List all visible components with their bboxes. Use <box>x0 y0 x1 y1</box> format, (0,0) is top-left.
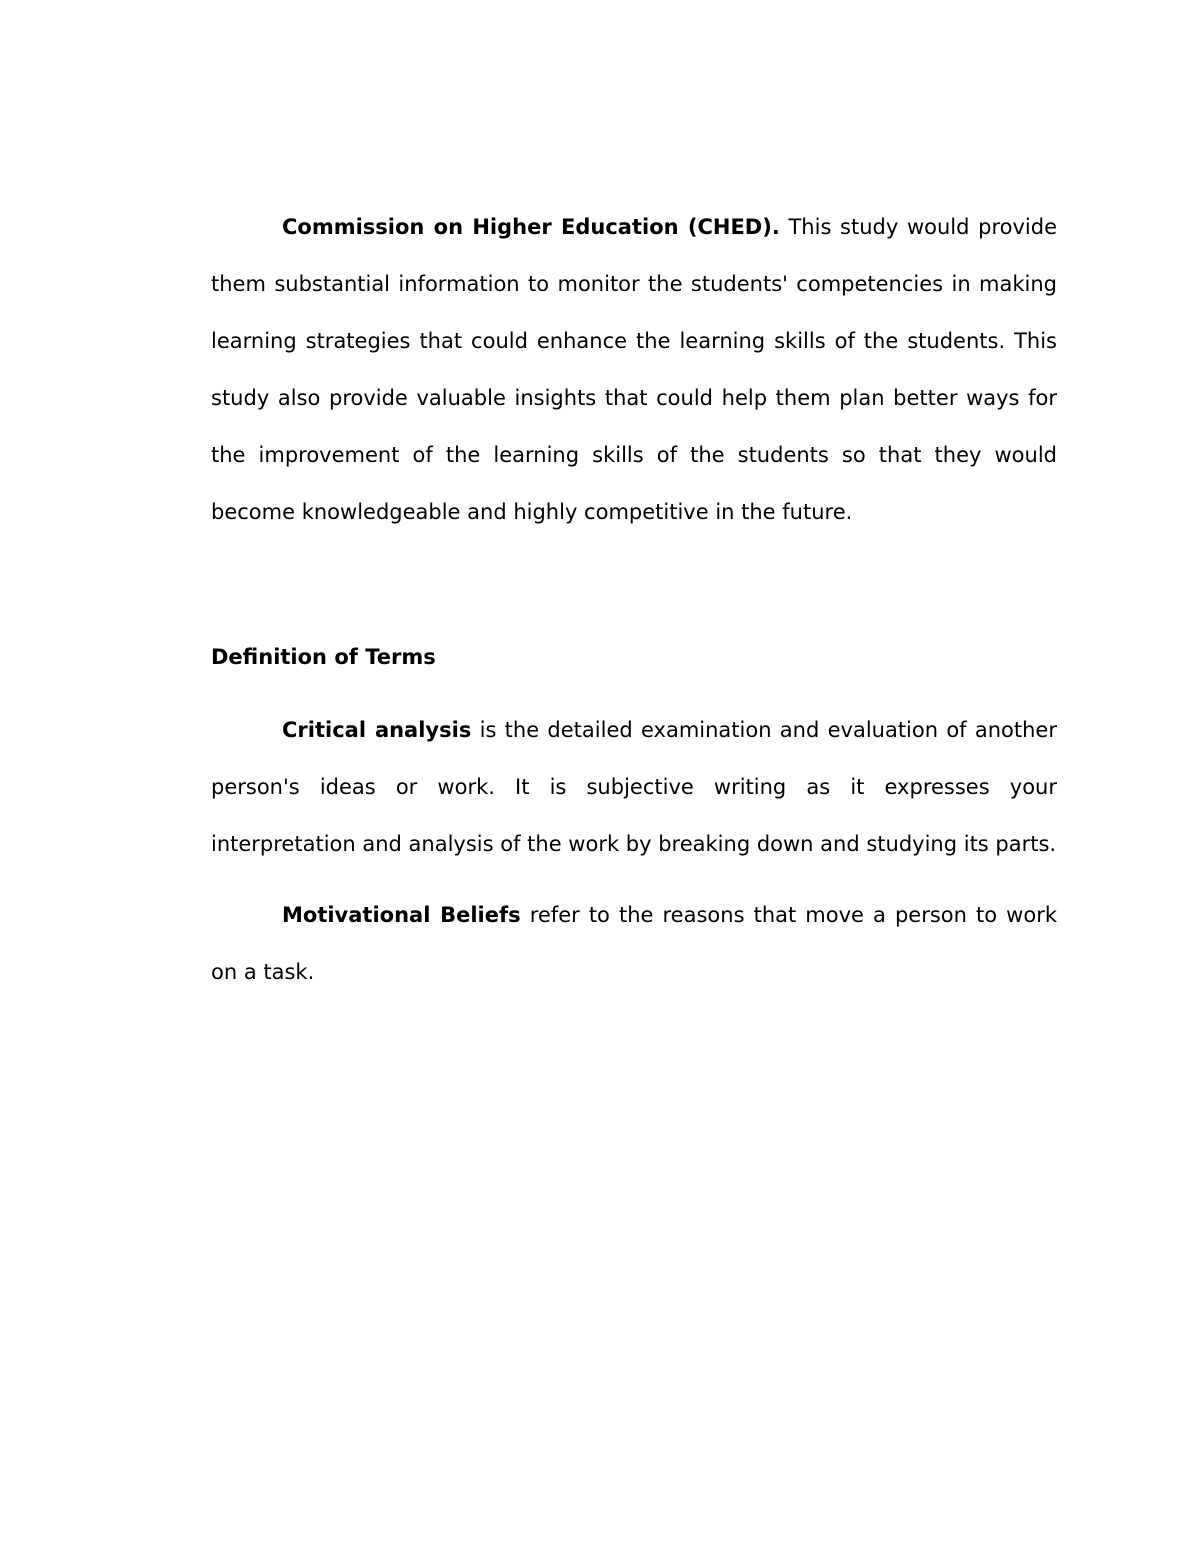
paragraph-ched-text: This study would provide them substantial information to monitor the students' competencies in making learning strategies that could enhance the learning skills of the students. This study also provide valuable insights that could help them plan better ways for the improvement of the learning skills of the students so that they would become knowledgeable and highly competitive in the future. <box>211 215 1057 524</box>
section-spacer <box>211 541 1057 598</box>
section-heading: Definition of Terms <box>211 645 436 669</box>
paragraph-motivational-beliefs <box>211 887 1057 1001</box>
document-body <box>211 199 1057 1001</box>
paragraph-critical-analysis-text: is the detailed examination and evaluation of another person's ideas or work. It is subjective writing as it expresses your interpretation and analysis of the work by breaking down and studying its parts. <box>211 718 1057 856</box>
section-heading-wrapper <box>211 629 1057 686</box>
paragraph-spacer <box>211 873 1057 887</box>
paragraph-motivational-beliefs-text: refer to the reasons that move a person to work on a task. <box>211 903 1057 984</box>
term-critical-analysis: Critical analysis <box>282 718 472 742</box>
paragraph-critical-analysis <box>211 702 1057 873</box>
term-motivational-beliefs: Motivational Beliefs <box>282 903 521 927</box>
paragraph-ched <box>211 199 1057 541</box>
term-ched: Commission on Higher Education (CHED). <box>282 215 780 239</box>
